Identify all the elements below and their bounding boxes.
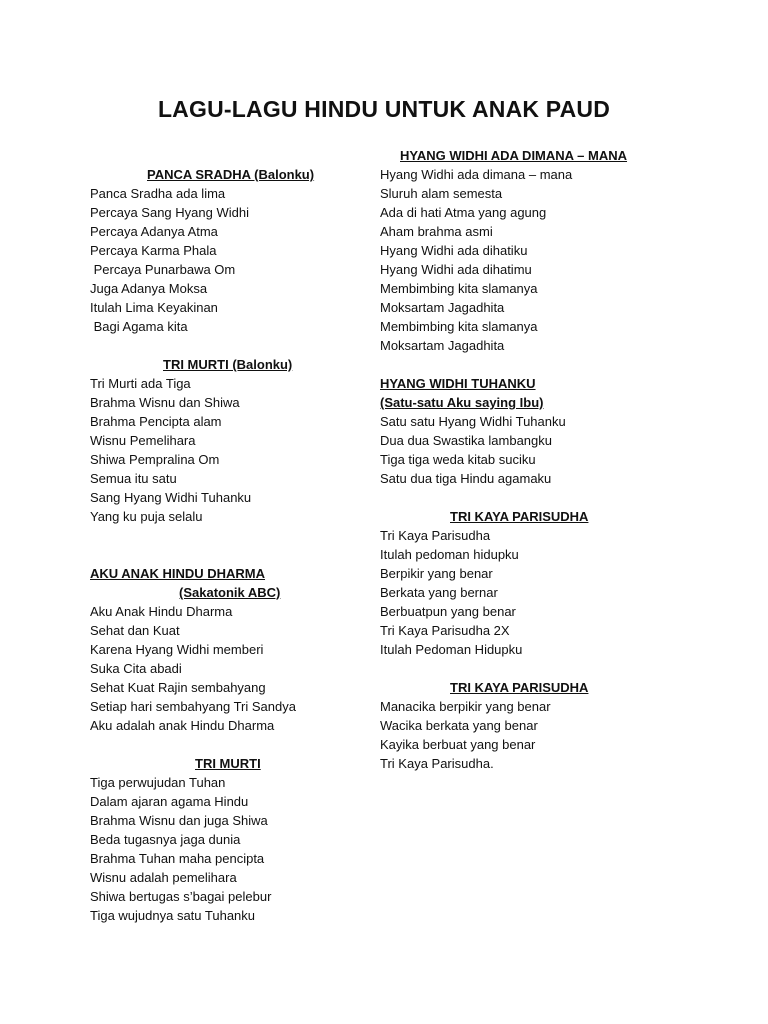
lyric-line: Brahma Pencipta alam <box>90 414 222 429</box>
lyric-line: Hyang Widhi ada dihatimu <box>380 262 532 277</box>
lyric-line: Membimbing kita slamanya <box>380 281 538 296</box>
lyric-line: Tri Kaya Parisudha. <box>380 756 494 771</box>
page-title: LAGU-LAGU HINDU UNTUK ANAK PAUD <box>157 96 611 122</box>
lyric-line: Sang Hyang Widhi Tuhanku <box>90 490 252 505</box>
lyric-line: Hyang Widhi ada dihatiku <box>380 243 528 258</box>
lyric-line: Berpikir yang benar <box>380 566 493 581</box>
song-title: HYANG WIDHI TUHANKU <box>380 376 536 391</box>
lyric-line: Moksartam Jagadhita <box>380 300 505 315</box>
lyric-line: Beda tugasnya jaga dunia <box>90 832 241 847</box>
lyric-line: Membimbing kita slamanya <box>380 319 538 334</box>
left-column <box>90 165 380 925</box>
lyric-line: Brahma Tuhan maha pencipta <box>90 851 265 866</box>
lyric-line: Juga Adanya Moksa <box>90 281 208 296</box>
lyric-line: Tiga tiga weda kitab suciku <box>380 452 536 467</box>
song-title: HYANG WIDHI ADA DIMANA – MANA <box>400 148 628 163</box>
lyric-line: Bagi Agama kita <box>90 319 188 334</box>
lyric-line: Satu dua tiga Hindu agamaku <box>380 471 552 486</box>
lyric-line: Suka Cita abadi <box>90 661 182 676</box>
lyric-line: Sluruh alam semesta <box>380 186 503 201</box>
song-title: TRI MURTI (Balonku) <box>163 357 293 372</box>
song-title: TRI KAYA PARISUDHA <box>450 680 589 695</box>
song-title: PANCA SRADHA (Balonku) <box>147 167 315 182</box>
lyric-line: Itulah pedoman hidupku <box>380 547 519 562</box>
lyric-line: Satu satu Hyang Widhi Tuhanku <box>380 414 566 429</box>
lyric-line: Kayika berbuat yang benar <box>380 737 536 752</box>
lyric-line: Ada di hati Atma yang agung <box>380 205 547 220</box>
lyric-line: Percaya Sang Hyang Widhi <box>90 205 249 220</box>
lyric-line: Berkata yang bernar <box>380 585 498 600</box>
lyric-line: Sehat dan Kuat <box>90 623 180 638</box>
lyric-line: Berbuatpun yang benar <box>380 604 516 619</box>
lyric-line: Tiga perwujudan Tuhan <box>90 775 226 790</box>
lyric-line: Brahma Wisnu dan Shiwa <box>90 395 240 410</box>
lyric-line: Percaya Punarbawa Om <box>90 262 236 277</box>
song-aku-anak-hindu-dharma <box>90 564 380 735</box>
lyric-line: Aku adalah anak Hindu Dharma <box>90 718 275 733</box>
lyric-line: Moksartam Jagadhita <box>380 338 505 353</box>
lyric-line: Tri Murti ada Tiga <box>90 376 191 391</box>
song-panca-sradha <box>90 165 380 336</box>
lyric-line: Sehat Kuat Rajin sembahyang <box>90 680 266 695</box>
song-subtitle: (Satu-satu Aku saying Ibu) <box>380 395 544 410</box>
lyric-line: Shiwa bertugas s’bagai pelebur <box>90 889 272 904</box>
lyric-line: Itulah Lima Keyakinan <box>90 300 218 315</box>
lyric-line: Percaya Adanya Atma <box>90 224 218 239</box>
lyric-line: Brahma Wisnu dan juga Shiwa <box>90 813 268 828</box>
lyric-line: Aku Anak Hindu Dharma <box>90 604 233 619</box>
song-hyang-widhi-ada-dimana-mana <box>380 146 670 355</box>
right-column <box>380 146 670 773</box>
lyric-line: Shiwa Pempralina Om <box>90 452 220 467</box>
lyric-line: Aham brahma asmi <box>380 224 493 239</box>
lyric-line: Manacika berpikir yang benar <box>380 699 551 714</box>
lyric-line: Panca Sradha ada lima <box>90 186 226 201</box>
lyric-line: Tri Kaya Parisudha 2X <box>380 623 510 638</box>
lyric-line: Dalam ajaran agama Hindu <box>90 794 249 809</box>
song-tri-kaya-parisudha-2 <box>380 678 670 773</box>
song-subtitle: (Sakatonik ABC) <box>179 585 281 600</box>
song-title: TRI MURTI <box>195 756 261 771</box>
lyric-line: Wacika berkata yang benar <box>380 718 538 733</box>
lyric-line: Wisnu adalah pemelihara <box>90 870 237 885</box>
song-title: TRI KAYA PARISUDHA <box>450 509 589 524</box>
song-tri-murti <box>90 754 380 925</box>
lyric-line: Percaya Karma Phala <box>90 243 217 258</box>
song-tri-kaya-parisudha-1 <box>380 507 670 659</box>
lyric-line: Wisnu Pemelihara <box>90 433 196 448</box>
song-tri-murti-balonku <box>90 355 380 526</box>
lyric-line: Setiap hari sembahyang Tri Sandya <box>90 699 296 714</box>
lyric-line: Itulah Pedoman Hidupku <box>380 642 523 657</box>
lyric-line: Dua dua Swastika lambangku <box>380 433 552 448</box>
lyric-line: Tiga wujudnya satu Tuhanku <box>90 908 256 923</box>
song-title: AKU ANAK HINDU DHARMA <box>90 566 266 581</box>
lyric-line: Karena Hyang Widhi memberi <box>90 642 264 657</box>
lyric-line: Hyang Widhi ada dimana – mana <box>380 167 573 182</box>
lyric-line: Yang ku puja selalu <box>90 509 203 524</box>
song-hyang-widhi-tuhanku <box>380 374 670 488</box>
lyric-line: Tri Kaya Parisudha <box>380 528 491 543</box>
lyric-line: Semua itu satu <box>90 471 177 486</box>
